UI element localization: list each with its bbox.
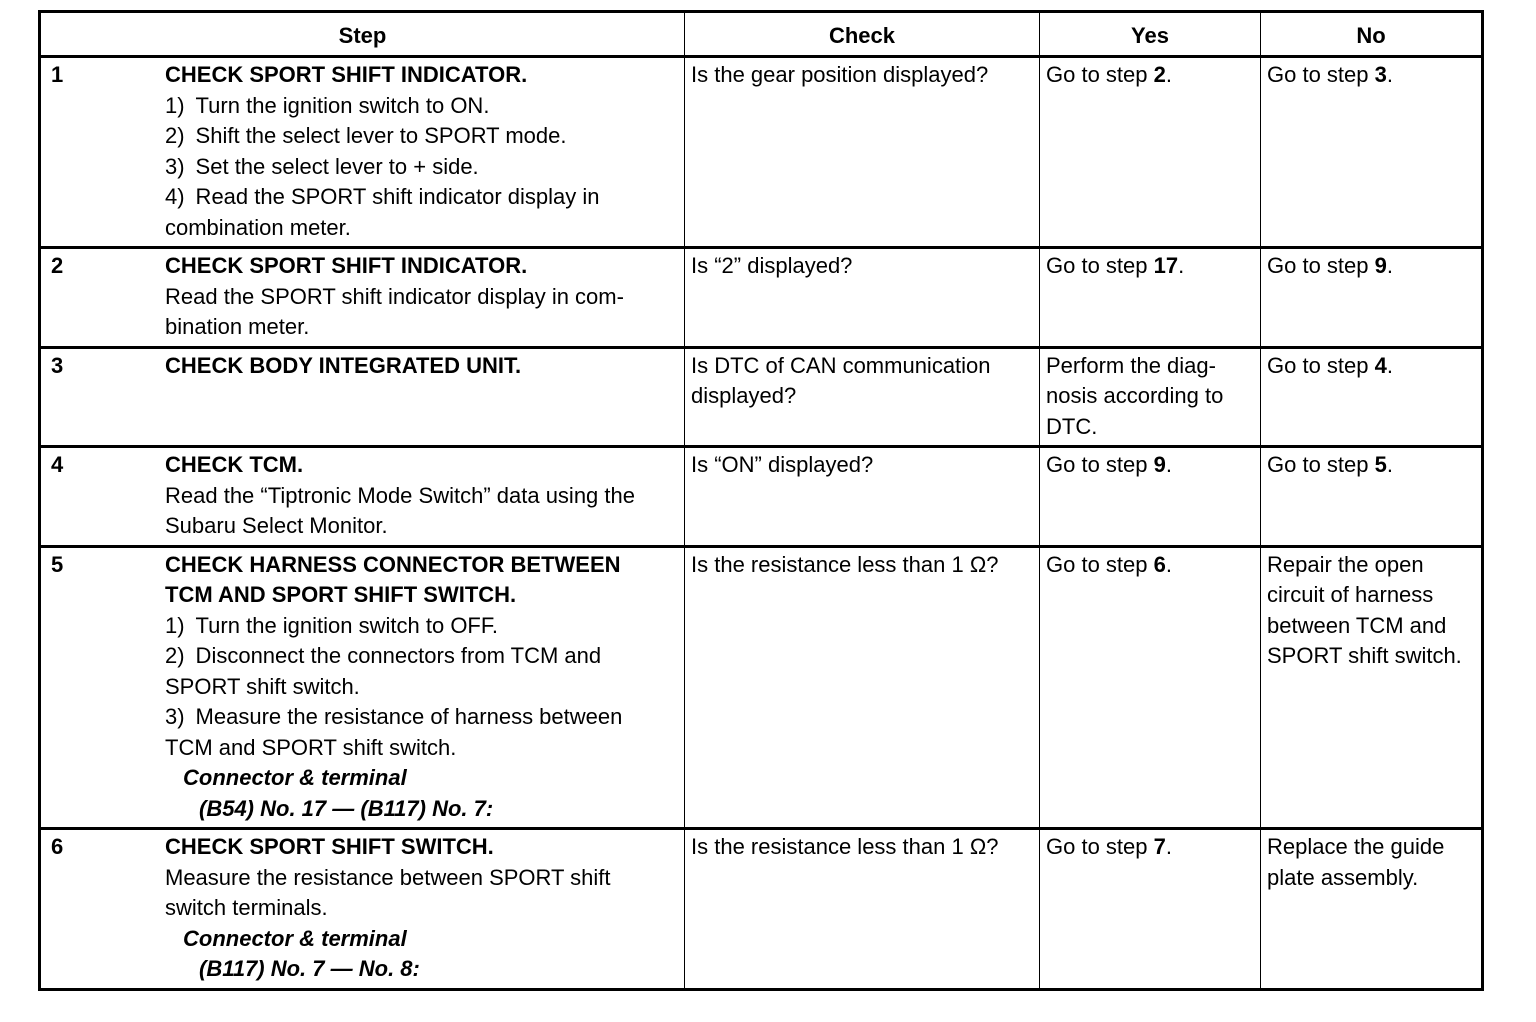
table-header-row [40,12,1483,57]
step-instruction: Read the “Tiptronic Mode Switch” data using the Subaru Select Monitor. [165,482,635,538]
no-action-end: . [1386,452,1393,477]
step-body [165,351,678,382]
no-action-end: . [1386,62,1393,87]
yes-action-end: . [1165,62,1172,87]
table-row [40,829,1483,990]
check-cell: Is “ON” displayed? [685,447,1040,547]
step-number: 3 [51,352,64,378]
no-action-text: Go to step [1267,62,1375,87]
step-title: CHECK SPORT SHIFT INDICATOR. [165,253,528,278]
step-cell [40,347,685,447]
yes-action-end: . [1165,551,1172,577]
yes-cell [1040,829,1261,990]
yes-step-reference: 2 [1153,62,1166,87]
no-cell [1261,829,1483,990]
check-cell: Is the resistance less than 1 Ω? [685,829,1040,990]
yes-action-text: Perform the diag-nosis according to DTC. [1046,352,1224,439]
no-step-reference: 3 [1374,62,1387,87]
header-yes: Yes [1040,12,1261,57]
step-cell [40,829,685,990]
step-instruction: 3) Set the select lever to + side. [165,153,479,179]
check-cell: Is the resistance less than 1 Ω? [685,546,1040,829]
step-body [165,60,678,243]
no-cell [1261,447,1483,547]
yes-action-text: Go to step [1046,551,1154,577]
step-body [165,450,678,542]
step-cell [40,248,685,348]
table-row [40,57,1483,248]
header-step: Step [40,12,685,57]
step-number: 5 [51,551,64,577]
no-action-end: . [1386,253,1393,278]
step-instruction: 1) Turn the ignition switch to OFF. [165,612,498,638]
step-cell [40,447,685,547]
table-row [40,447,1483,547]
step-cell [40,546,685,829]
step-number: 1 [51,62,64,87]
step-number: 2 [51,253,64,278]
step-number: 4 [51,452,64,477]
step-instruction: 4) Read the SPORT shift indicator display in combination meter. [165,184,600,240]
yes-step-reference: 9 [1153,452,1166,477]
no-step-reference: 9 [1374,253,1387,278]
no-step-reference: 4 [1374,352,1387,378]
no-action-text: Repair the open circuit of harness between TCM and SPORT shift switch. [1267,551,1462,668]
step-instruction: 1) Turn the ignition switch to ON. [165,92,490,118]
no-cell [1261,347,1483,447]
no-action-text: Replace the guide plate assembly. [1267,834,1445,890]
step-instruction: Measure the resistance between SPORT shift switch terminals. [165,864,611,920]
step-title: CHECK SPORT SHIFT SWITCH. [165,834,494,859]
yes-cell [1040,57,1261,248]
step-instruction: 2) Shift the select lever to SPORT mode. [165,123,567,148]
yes-step-reference: 17 [1153,253,1179,278]
no-action-text: Go to step [1267,253,1375,278]
yes-step-reference: 6 [1153,551,1166,577]
no-action-text: Go to step [1267,352,1375,378]
step-body [165,550,678,825]
yes-cell [1040,546,1261,829]
connector-terminal-value: (B117) No. 7 — No. 8: [199,956,420,981]
step-title: CHECK TCM. [165,452,304,477]
step-instruction: 3) Measure the resistance of harness between TCM and SPORT shift switch. [165,704,623,760]
no-cell [1261,248,1483,348]
yes-action-text: Go to step [1046,452,1154,477]
table-row [40,347,1483,447]
yes-step-reference: 7 [1153,834,1166,859]
table-row [40,248,1483,348]
no-step-reference: 5 [1374,452,1387,477]
no-cell [1261,57,1483,248]
step-instruction: 2) Disconnect the connectors from TCM and SPORT shift switch. [165,643,602,699]
yes-action-end: . [1165,834,1172,859]
step-title: CHECK BODY INTEGRATED UNIT. [165,352,522,378]
yes-action-text: Go to step [1046,834,1154,859]
yes-cell [1040,447,1261,547]
connector-terminal-label: Connector & terminal [183,925,407,951]
yes-action-end: . [1165,452,1172,477]
check-cell: Is the gear position displayed? [685,57,1040,248]
step-number: 6 [51,834,64,859]
check-cell: Is DTC of CAN communication displayed? [685,347,1040,447]
table-row [40,546,1483,829]
header-check: Check [685,12,1040,57]
yes-action-text: Go to step [1046,62,1154,87]
check-cell: Is “2” displayed? [685,248,1040,348]
header-no: No [1261,12,1483,57]
yes-cell [1040,347,1261,447]
step-title: CHECK SPORT SHIFT INDICATOR. [165,62,528,87]
connector-terminal-value: (B54) No. 17 — (B117) No. 7: [199,795,494,821]
step-instruction: Read the SPORT shift indicator display in com-bination meter. [165,283,624,339]
yes-action-end: . [1178,253,1185,278]
step-body [165,832,678,985]
yes-action-text: Go to step [1046,253,1154,278]
step-body [165,251,678,343]
no-action-end: . [1386,352,1393,378]
no-cell [1261,546,1483,829]
no-action-text: Go to step [1267,452,1375,477]
step-cell [40,57,685,248]
step-title: CHECK HARNESS CONNECTOR BETWEEN TCM AND SPORT SHIFT SWITCH. [165,551,621,607]
diagnostic-procedure-table [38,10,1484,991]
connector-terminal-label: Connector & terminal [183,765,407,790]
yes-cell [1040,248,1261,348]
